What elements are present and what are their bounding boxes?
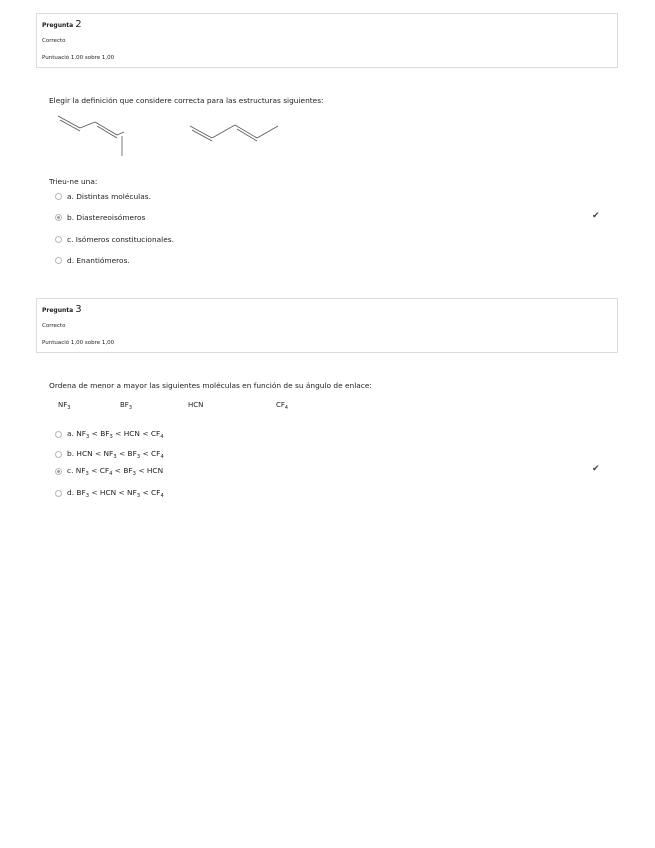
question-number: 3 <box>75 304 82 315</box>
question-3-info <box>36 298 618 353</box>
option-label: c. $NF_3 < CF_4 < BF_3$ < HCN <box>67 466 164 477</box>
option-label: d. Enantiómeros. <box>67 256 130 265</box>
structure-2-bond <box>212 125 235 138</box>
option-c[interactable] <box>55 235 174 244</box>
question-3-grade: Puntuació 1,00 sobre 1,00 <box>42 340 115 346</box>
molecule-label: HCN <box>188 401 204 409</box>
structure-2-bond <box>190 126 212 138</box>
question-label: Pregunta <box>42 22 74 29</box>
option-a[interactable] <box>55 192 151 201</box>
option-label: c. Isómeros constitucionales. <box>67 235 174 244</box>
structure-2-bond <box>192 130 212 141</box>
structure-2-bond <box>235 125 257 138</box>
question-number: 2 <box>75 19 82 30</box>
radio-button[interactable] <box>55 431 62 438</box>
radio-button[interactable] <box>55 257 62 264</box>
molecule-label: $BF_3$ <box>120 401 132 411</box>
question-3-state: Correcto <box>42 323 66 329</box>
choose-one-prompt: Trieu-ne una: <box>49 177 98 186</box>
structure-1-bond <box>117 132 124 135</box>
option-label: a. Distintas moléculas. <box>67 192 151 201</box>
option-b[interactable] <box>55 449 164 460</box>
question-3-title <box>42 304 82 315</box>
radio-button[interactable] <box>55 490 62 497</box>
check-icon: ✔ <box>592 464 600 474</box>
option-c[interactable] <box>55 466 163 477</box>
structure-1-bond <box>95 122 117 135</box>
option-label: b. HCN < $NF_3 < BF_3 < CF_4$ <box>67 449 164 460</box>
structure-1-bond <box>60 120 80 131</box>
structure-2-bond <box>257 126 278 138</box>
option-label: b. Diastereoisómeros <box>67 213 146 222</box>
question-2-grade: Puntuació 1,00 sobre 1,00 <box>42 55 115 61</box>
radio-button[interactable] <box>55 236 62 243</box>
question-label: Pregunta <box>42 307 74 314</box>
question-2-text: Elegir la definición que considere correcta para las estructuras siguientes: <box>49 96 324 105</box>
radio-button-checked[interactable] <box>55 468 62 475</box>
option-d[interactable] <box>55 256 130 265</box>
option-d[interactable] <box>55 488 164 499</box>
option-label: d. $BF_3$ < HCN < $NF_3 < CF_4$ <box>67 488 164 499</box>
option-label: a. $NF_3 < BF_3$ < HCN < $CF_4$ <box>67 429 164 440</box>
structure-2-bond <box>237 129 257 141</box>
radio-button-checked[interactable] <box>55 214 62 221</box>
option-a[interactable] <box>55 429 164 440</box>
molecule-label: $CF_4$ <box>276 401 289 411</box>
question-2-state: Correcto <box>42 38 66 44</box>
molecule-label: $NF_3$ <box>58 401 71 411</box>
structures-image <box>0 108 655 178</box>
radio-button[interactable] <box>55 451 62 458</box>
check-icon: ✔ <box>592 211 600 221</box>
option-b[interactable] <box>55 213 145 222</box>
question-3-text: Ordena de menor a mayor las siguientes moléculas en función de su ángulo de enlace: <box>49 381 372 390</box>
structure-1-bond <box>80 122 95 128</box>
radio-button[interactable] <box>55 193 62 200</box>
question-2-info <box>36 13 618 68</box>
question-2-title <box>42 19 82 30</box>
structure-1-bond <box>58 116 80 128</box>
structure-1-bond <box>97 126 117 138</box>
